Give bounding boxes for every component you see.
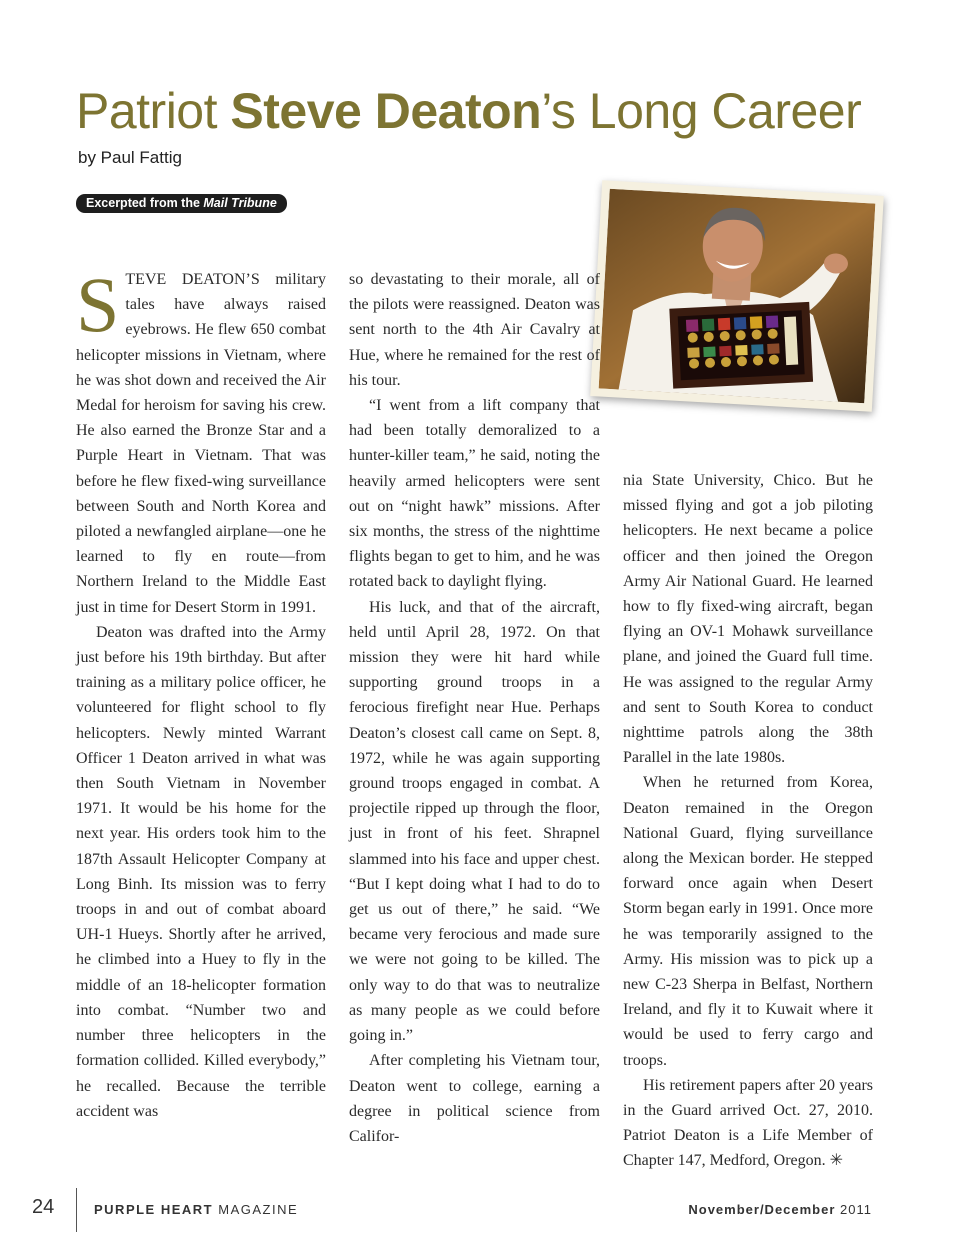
magazine-name-bold: PURPLE HEART: [94, 1202, 214, 1217]
magazine-name-rest: MAGAZINE: [213, 1202, 299, 1217]
article-paragraph: nia State University, Chico. But he missed flying and got a job piloting helicopters. He next became a police officer and then joined the Oregon Army Air National Guard. He learned how to fly fixed-wing aircraft, began flying an OV-1 Mohawk surveillance plane, and joined the Guard full time. He was assigned to the regular Army and sent to South Korea to conduct nighttime patrols along the 38th Parallel in the late 1980s.: [623, 472, 873, 767]
title-suffix: ’s Long Career: [541, 83, 862, 139]
article-column-1: [76, 261, 326, 1124]
source-badge: [76, 194, 287, 213]
article-paragraph: “I went from a lift company that had been totally demoralized to a hunter-killer team,” he said, noting the heavily armed helicopters were sent out on “night hawk” missions. After six months, the stress of the nighttime flights began to get to him, and he was rotated back to daylight flying.: [349, 397, 600, 591]
paragraph-text: TEVE DEATON’S military tales have always raised eyebrows. He flew 650 combat helicopter missions in Vietnam, where he was shot down and received the Air Medal for heroism for saving his crew. He also earned the Bronze Star and a Purple Heart in Vietnam. That was before he flew fixed-wing surveillance between South and North Korea and piloted a newfangled airplane—one he learned to fly en route—from Northern Ireland to the Middle East just in time for Desert Storm in 1991.: [76, 271, 326, 616]
title-name: Steve Deaton: [230, 83, 542, 139]
magazine-name: [94, 1202, 298, 1217]
article-paragraph: Deaton was drafted into the Army just before his 19th birthday. But after training as a military police officer, he volunteered for flight school to fly helicopters. Newly minted Warrant Officer 1 Deaton arrived in what was then South Vietnam in November 1971. It would be his home for the next year. His orders took him to the 187th Assault Helicopter Company at Long Binh. Its mission was to ferry troops in and out of combat aboard UH-1 Hueys. Shortly after he arrived, he climbed into a Huey to fly in the middle of an 18-helicopter formation into combat. “Number two and number three helicopters in the formation collided. Killed everybody,” he recalled. Because the terrible accident was: [76, 623, 326, 1120]
issue-date: [688, 1202, 872, 1217]
article-column-2: [349, 267, 600, 1149]
issue-year: 2011: [835, 1202, 872, 1217]
footer-divider: [76, 1188, 77, 1232]
photo-frame: [590, 180, 884, 411]
article-paragraph: so devastating to their morale, all of the pilots were reassigned. Deaton was sent north to the 4th Air Cavalry at Hue, where he remained for the rest of his tour.: [349, 271, 600, 389]
drop-cap: S: [76, 261, 120, 348]
article-paragraph: After completing his Vietnam tour, Deaton went to college, earning a degree in political science from Califor-: [349, 1052, 600, 1145]
article-title: [76, 82, 861, 140]
badge-prefix: Excerpted from the: [86, 196, 204, 210]
article-paragraph: When he returned from Korea, Deaton remained in the Oregon National Guard, flying surveillance along the Mexican border. He stepped forward once again when Desert Storm began early in 1991. Once more he was temporarily assigned to the Army. His mission was to pick up a new C-23 Sherpa in Belfast, Northern Ireland, and fly it to Kuwait where it would be used to ferry cargo and troops.: [623, 774, 873, 1069]
end-mark-icon: ✳: [829, 1152, 844, 1170]
badge-source: Mail Tribune: [203, 196, 277, 210]
paragraph-text: His retirement papers after 20 years in the Guard arrived Oct. 27, 2010. Patriot Deaton is a Life Member of Chapter 147, Medford, Oregon.: [623, 1076, 873, 1170]
article-paragraph: [623, 1073, 873, 1174]
page-number: 24: [32, 1196, 55, 1218]
article-paragraph: His luck, and that of the aircraft, held until April 28, 1972. On that mission they were hit hard while supporting ground troops in a ferocious firefight near Hue. Perhaps Deaton’s closest call came on Sept. 8, 1972, while he was again supporting ground troops engaged in combat. A projectile ripped up through the floor, just in front of his feet. Shrapnel slammed into his face and upper chest. “But I kept doing what I had to do to get us out of there,” he said. “We became very ferocious and made sure we were not going to be killed. The only way to do that was to neutralize as many people as we could before going in.”: [349, 598, 600, 1045]
man-with-medals-photo: [599, 189, 876, 404]
article-paragraph: [76, 261, 326, 620]
title-prefix: Patriot: [76, 83, 231, 139]
byline: by Paul Fattig: [78, 148, 182, 167]
issue-months: November/December: [688, 1202, 836, 1217]
article-column-3: [623, 468, 873, 1174]
